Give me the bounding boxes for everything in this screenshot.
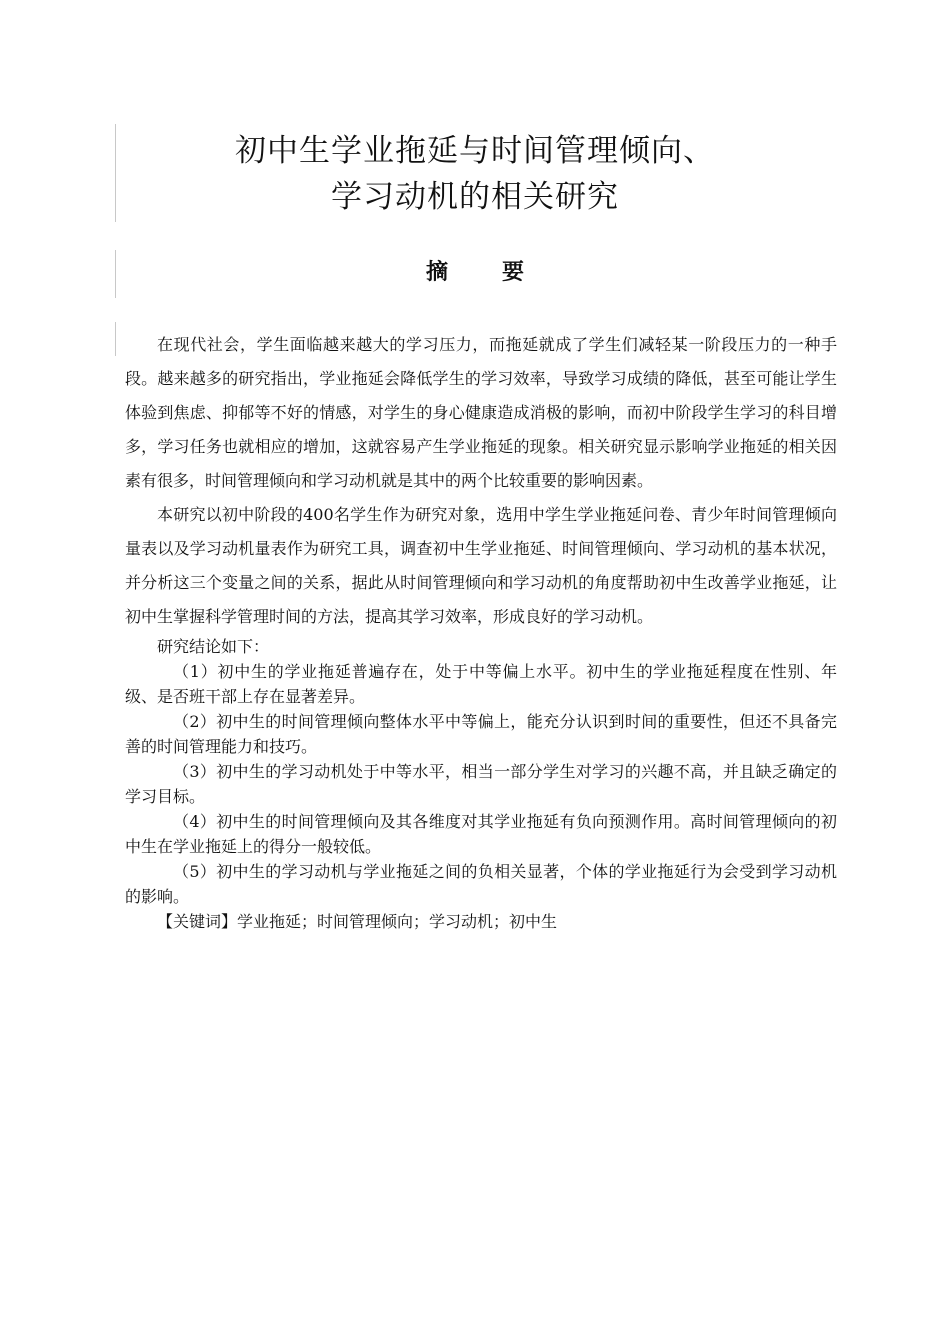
conclusion-item-5: （5）初中生的学习动机与学业拖延之间的负相关显著，个体的学业拖延行为会受到学习动机的影响。 [125, 862, 837, 906]
margin-rule-body [115, 322, 116, 356]
abstract-body [125, 328, 837, 934]
abstract-paragraph-2: 本研究以初中阶段的400名学生作为研究对象，选用中学生学业拖延问卷、青少年时间管理倾向量表以及学习动机量表作为研究工具，调查初中生学业拖延、时间管理倾向、学习动机的基本状况，并分析这三个变量之间的关系，据此从时间管理倾向和学习动机的角度帮助初中生改善学业拖延，让初中生掌握科学管理时间的方法，提高其学习效率，形成良好的学习动机。 [125, 505, 837, 626]
conclusions-intro: 研究结论如下： [157, 637, 270, 656]
abstract-heading: 摘要 [425, 260, 578, 285]
keywords-text: 学业拖延；时间管理倾向；学习动机；初中生 [237, 912, 558, 931]
paper-title-line-1: 初中生学业拖延与时间管理倾向、 [235, 133, 715, 169]
paper-title [0, 128, 950, 220]
paper-title-line-2: 学习动机的相关研究 [331, 179, 619, 215]
conclusion-item-4: （4）初中生的时间管理倾向及其各维度对其学业拖延有负向预测作用。高时间管理倾向的初中生在学业拖延上的得分一般较低。 [125, 812, 837, 856]
keywords-line [125, 909, 837, 934]
keywords-label: 【关键词】 [157, 912, 238, 931]
conclusion-item-1: （1）初中生的学业拖延普遍存在，处于中等偏上水平。初中生的学业拖延程度在性别、年级、是否班干部上存在显著差异。 [125, 662, 837, 706]
conclusion-item-2: （2）初中生的时间管理倾向整体水平中等偏上，能充分认识到时间的重要性，但还不具备完善的时间管理能力和技巧。 [125, 712, 837, 756]
abstract-paragraph-1: 在现代社会，学生面临越来越大的学习压力，而拖延就成了学生们减轻某一阶段压力的一种手段。越来越多的研究指出，学业拖延会降低学生的学习效率，导致学习成绩的降低，甚至可能让学生体验到焦虑、抑郁等不好的情感，对学生的身心健康造成消极的影响，而初中阶段学生学习的科目增多，学习任务也就相应的增加，这就容易产生学业拖延的现象。相关研究显示影响学业拖延的相关因素有很多，时间管理倾向和学习动机就是其中的两个比较重要的影响因素。 [125, 335, 837, 490]
conclusion-item-3: （3）初中生的学习动机处于中等水平，相当一部分学生对学习的兴趣不高，并且缺乏确定的学习目标。 [125, 762, 837, 806]
